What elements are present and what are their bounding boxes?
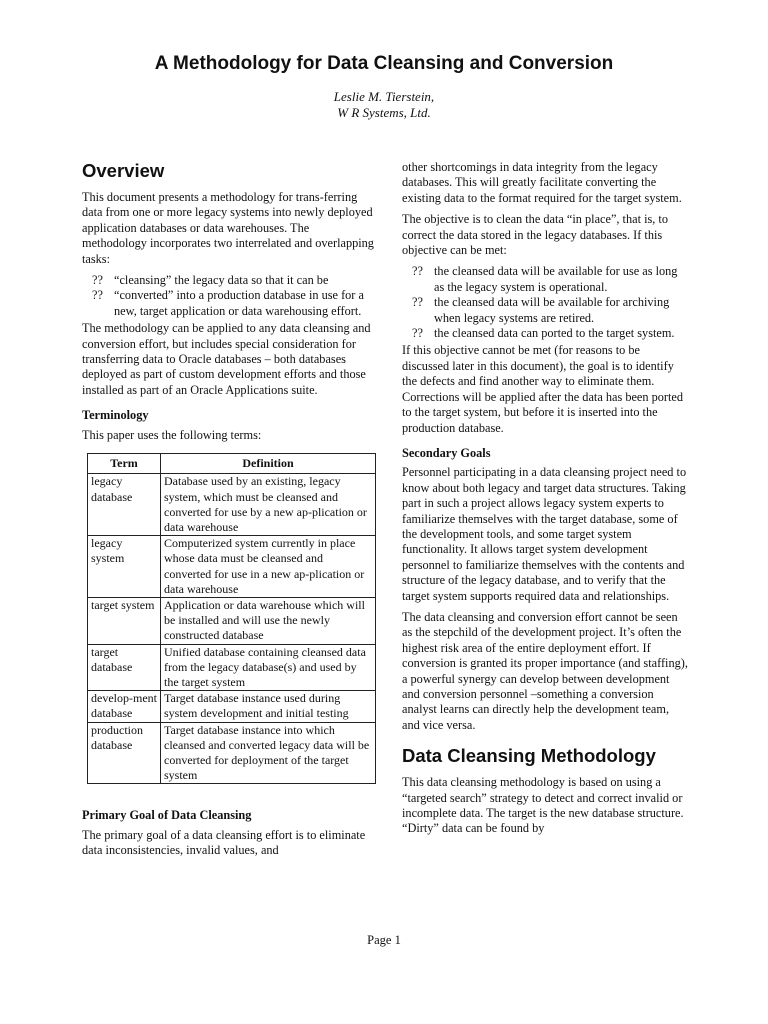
bullet-marker: ?? <box>412 295 423 310</box>
objective-paragraph: The objective is to clean the data “in place”, that is, to correct the data stored in the legacy databases. If this objective can be met: <box>402 212 668 258</box>
right-column <box>402 160 688 843</box>
task-list <box>82 273 376 319</box>
list-item <box>402 295 688 326</box>
table-row <box>88 474 376 536</box>
secondary-goals-heading: Secondary Goals <box>402 445 491 460</box>
table-row <box>88 691 376 722</box>
list-item-text: the cleansed data will be available for archiving when legacy systems are retired. <box>434 295 670 325</box>
table-row <box>88 536 376 598</box>
term-cell: target database <box>88 644 161 691</box>
intro-paragraph: This document presents a methodology for trans-ferring data from one or more legacy systems into newly deployed application databases or data warehouses. The methodology incorporates two interrelated and overlapping tasks: <box>82 190 374 266</box>
definition-cell: Database used by an existing, legacy system, which must be cleansed and converted for use by a new ap-plication or data warehouse <box>161 474 376 536</box>
left-column <box>82 160 376 865</box>
column-header-definition: Definition <box>161 454 376 474</box>
fallback-paragraph: If this objective cannot be met (for reasons to be discussed later in this document), the goal is to identify the defects and find another way to eliminate them. Corrections will be applied after the data has been ported to the target system, but before it is inserted into the production database. <box>402 343 684 435</box>
bullet-marker: ?? <box>412 264 423 279</box>
term-cell: production database <box>88 722 161 784</box>
primary-goal-paragraph: The primary goal of a data cleansing effort is to eliminate data inconsistencies, invalid values, and <box>82 827 366 858</box>
applies-paragraph: The methodology can be applied to any data cleansing and conversion effort, but includes special consideration for transferring data to Oracle databases – both databases deployed as part of custom development efforts and those installed as part of an Oracle Applications suite. <box>82 321 371 397</box>
bullet-marker: ?? <box>412 326 423 341</box>
list-item <box>402 264 688 295</box>
methodology-paragraph: This data cleansing methodology is based on using a “targeted search” strategy to detect and correct invalid or incomplete data. The target is the new database structure. “Dirty” data can be found by <box>402 775 684 836</box>
list-item <box>82 273 376 288</box>
primary-goal-heading: Primary Goal of Data Cleansing <box>82 808 252 823</box>
term-cell: legacy system <box>88 536 161 598</box>
methodology-heading: Data Cleansing Methodology <box>402 745 656 767</box>
definition-cell: Target database instance used during system development and initial testing <box>161 691 376 722</box>
continuation-paragraph: other shortcomings in data integrity from the legacy databases. This will greatly facilitate converting the existing data to the format required for the target system. <box>402 160 682 205</box>
table-header-row <box>88 454 376 474</box>
overview-heading: Overview <box>82 160 165 181</box>
author-affiliation: W R Systems, Ltd. <box>337 105 431 120</box>
column-header-term: Term <box>88 454 161 474</box>
list-item-text: the cleansed data can ported to the target system. <box>434 326 675 341</box>
table-row <box>88 597 376 644</box>
terminology-table <box>87 453 376 784</box>
definition-cell: Target database instance into which cleansed and converted legacy data will be converted for deployment of the target system <box>161 722 376 784</box>
table-row <box>88 722 376 784</box>
author-name: Leslie M. Tierstein, <box>333 89 435 104</box>
bullet-marker: ?? <box>92 273 103 288</box>
list-item <box>402 326 688 341</box>
bullet-marker: ?? <box>92 288 103 303</box>
definition-cell: Computerized system currently in place whose data must be cleansed and converted for use in a new ap-plication or data warehouse <box>161 536 376 598</box>
benefit-list <box>402 264 688 341</box>
page-number: Page 1 <box>367 933 401 947</box>
list-item-text: the cleansed data will be available for use as long as the legacy system is operational. <box>434 264 678 294</box>
table-row <box>88 644 376 691</box>
term-cell: legacy database <box>88 474 161 536</box>
stepchild-paragraph: The data cleansing and conversion effort cannot be seen as the stepchild of the development project. It’s often the highest risk area of the entire deployment effort. If conversion is granted its proper importance (and staffing), a powerful synergy can develop between development and conversion personnel –something a conversion analyst learns can directly help the development team, and vice versa. <box>402 609 688 732</box>
author-block <box>0 89 768 121</box>
list-item-text: “converted” into a production database in use for a new, target application or data warehousing effort. <box>114 288 364 318</box>
definition-cell: Unified database containing cleansed data from the legacy database(s) and used by the target system <box>161 644 376 691</box>
paper-title: A Methodology for Data Cleansing and Conversion <box>154 53 614 74</box>
terminology-heading: Terminology <box>82 408 149 423</box>
list-item-text: “cleansing” the legacy data so that it can be <box>114 273 329 288</box>
list-item <box>82 288 376 319</box>
term-cell: target system <box>88 597 161 644</box>
term-cell: develop-ment database <box>88 691 161 722</box>
definition-cell: Application or data warehouse which will be installed and will use the newly constructed database <box>161 597 376 644</box>
terminology-intro: This paper uses the following terms: <box>82 427 262 442</box>
secondary-goals-paragraph: Personnel participating in a data cleansing project need to know about both legacy and target data structures. Taking part in such a project allows legacy system experts to familiarize themselves with the target database, some of the development tools, and some target system functionality. It allows target system development personnel to familiarize themselves with the contents and structure of the legacy database, and to verify that the target system supports required data and relationships. <box>402 465 687 603</box>
